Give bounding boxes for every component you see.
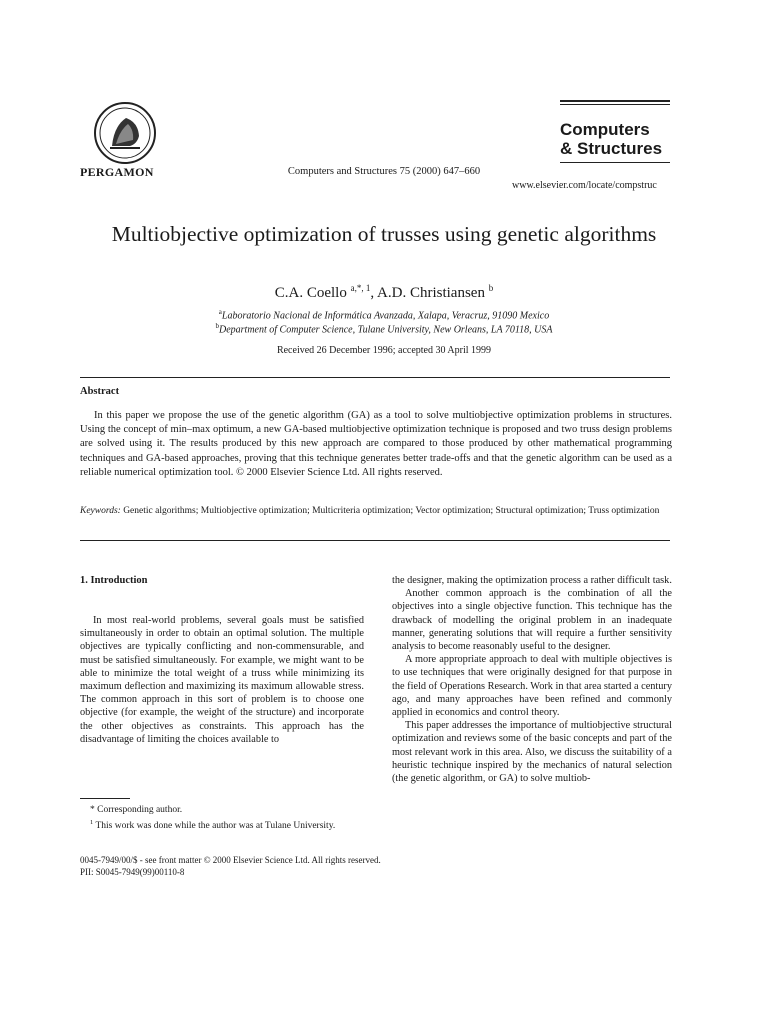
author-separator: , xyxy=(370,285,378,301)
footnote-marker: 1 xyxy=(90,818,94,826)
right-column xyxy=(392,574,672,785)
footnote-corresponding: * Corresponding author. xyxy=(90,805,183,815)
paragraph: This paper addresses the importance of multiobjective structural optimization and reviews some of the basic concepts and part of the most relevant work in this area. Also, we discuss the suitability of a heuristic technique inspired by the mechanics of natural selection (the genetic algorithm, or GA) to solve multiob- xyxy=(392,720,672,785)
affiliation-a xyxy=(0,308,768,321)
copyright-line: 0045-7949/00/$ - see front matter © 2000 Elsevier Science Ltd. All rights reserved. xyxy=(80,855,381,865)
paragraph: the designer, making the optimization process a rather difficult task. xyxy=(392,575,672,586)
keywords xyxy=(80,505,672,518)
author-list xyxy=(0,283,768,302)
author-name: C.A. Coello xyxy=(274,285,347,301)
brand-rule xyxy=(560,100,670,102)
bottom-notice xyxy=(80,855,381,878)
elsevier-tree-emblem-icon xyxy=(92,100,158,166)
footnote-rule xyxy=(80,798,130,799)
section-heading: 1. Introduction xyxy=(80,575,148,586)
journal-brand-line1: Computers xyxy=(560,120,650,139)
footnote-text: This work was done while the author was at Tulane University. xyxy=(93,820,336,831)
keywords-text: Genetic algorithms; Multiobjective optimization; Multicriteria optimization; Vector optimization; Structural optimization; Truss optimization xyxy=(123,506,660,516)
received-dates: Received 26 December 1996; accepted 30 April 1999 xyxy=(276,345,492,356)
pii-line: PII: S0045-7949(99)00110-8 xyxy=(80,866,185,877)
left-column xyxy=(80,614,364,746)
affiliation-marker: a xyxy=(218,308,222,316)
affiliation-b xyxy=(0,322,768,335)
journal-reference: Computers and Structures 75 (2000) 647–660 xyxy=(287,166,481,177)
author-affiliation-marker: b xyxy=(488,283,494,293)
paragraph: Another common approach is the combination of all the objectives into a single objective function. This technique has the drawback of modelling the original problem in an inadequate manner, generating solutions that will require a further sensitivity analysis to become reasonably useful to the designer. xyxy=(392,588,672,653)
paragraph: A more appropriate approach to deal with multiple objectives is to use techniques that were originally designed for that purpose in the field of Operations Research. Work in that area started a century ago, and many approaches have been refined and commonly applied in economics and control theory. xyxy=(392,654,672,719)
keywords-label: Keywords: xyxy=(80,506,121,516)
publisher-name: PERGAMON xyxy=(80,165,154,179)
brand-rule xyxy=(560,104,670,105)
affiliation-text: Laboratorio Nacional de Informática Avanzada, Xalapa, Veracruz, 91090 Mexico xyxy=(221,310,550,322)
affiliation-marker: b xyxy=(215,322,219,330)
article-title: Multiobjective optimization of trusses using genetic algorithms xyxy=(111,222,657,246)
journal-brand-line2: & Structures xyxy=(560,139,663,158)
author-name: A.D. Christiansen xyxy=(377,285,485,301)
journal-url[interactable]: www.elsevier.com/locate/compstruc xyxy=(512,180,657,191)
footnote-1 xyxy=(80,817,364,833)
journal-brand xyxy=(560,120,662,158)
abstract-text: In this paper we propose the use of the genetic algorithm (GA) as a tool to solve multiobjective optimization problems in structures. Using the concept of min–max optimum, a new GA-based multiobjective optimization technique is proposed and two truss design problems are solved using it. The results produced by this new approach are compared to those produced by other mathematical programming techniques and GA-based approaches, proving that this technique generates better trade-offs and that the genetic algorithm can be used as a reliable numerical optimization tool. © 2000 Elsevier Science Ltd. All rights reserved. xyxy=(80,410,672,478)
abstract-bottom-rule xyxy=(80,540,670,541)
abstract-top-rule xyxy=(80,377,670,378)
author-affiliation-marker: a,*, 1 xyxy=(350,283,371,293)
brand-rule xyxy=(560,162,670,163)
paragraph: In most real-world problems, several goals must be satisfied simultaneously in order to obtain an optimal solution. The multiple objectives are typically conflicting and non-commensurable, and must be satisfied simultaneously. For example, we might want to be able to minimize the total weight of a truss while minimizing its maximum deflection and maximizing its maximum allowable stress. The common approach in this sort of problem is to choose one objective (for example, the weight of the structure) and incorporate the other objectives as constraints. This approach has the disadvantage of limiting the choices available to xyxy=(80,615,364,745)
abstract-heading: Abstract xyxy=(80,386,120,397)
affiliation-text: Department of Computer Science, Tulane University, New Orleans, LA 70118, USA xyxy=(219,324,553,336)
footnotes xyxy=(80,804,364,832)
